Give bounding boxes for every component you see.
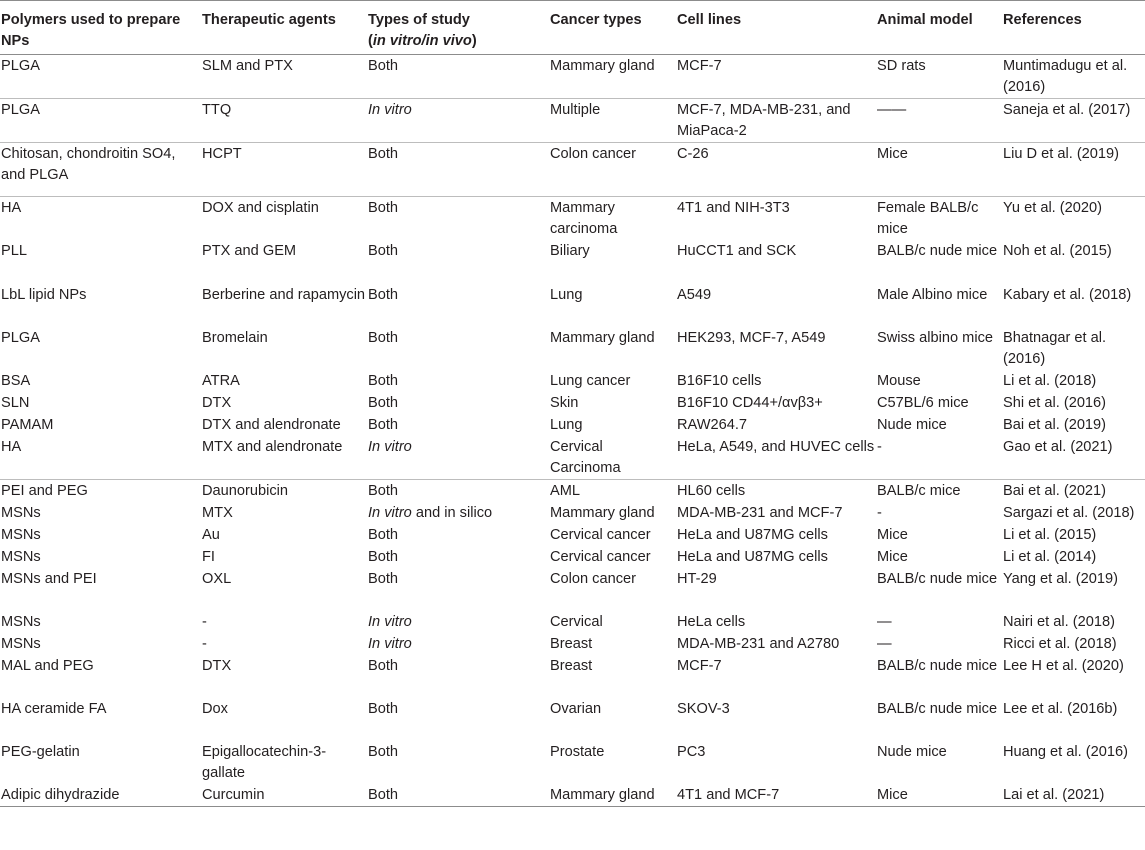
header-animal-model: Animal model — [876, 1, 1002, 55]
table-row — [0, 436, 1145, 480]
table-row — [0, 524, 1145, 546]
header-polymers: Polymers used to prepare NPs — [0, 1, 201, 55]
cell-therapeutic-agent: - — [202, 636, 207, 652]
cell-therapeutic-agent: TTQ — [201, 99, 367, 143]
cell-cancer-type: Colon cancer — [549, 143, 676, 197]
cell-reference: Ricci et al. (2018) — [1003, 636, 1117, 652]
cell-cancer-type: Ovarian — [550, 701, 602, 717]
study-type-italic: In vitro — [368, 614, 412, 630]
cell-cancer-type: Cervical — [550, 614, 603, 630]
cell-study-type — [367, 436, 549, 480]
study-type-text: Both — [368, 744, 399, 760]
cell-polymer: MSNs — [1, 549, 41, 565]
cell-cell-lines: C-26 — [676, 143, 876, 197]
cell-study-type — [367, 655, 549, 698]
cell-polymer: MSNs — [1, 614, 41, 630]
table-row — [0, 370, 1145, 392]
cell-study-type — [367, 502, 549, 524]
cell-study-type — [367, 633, 549, 655]
cell-reference: Nairi et al. (2018) — [1003, 614, 1115, 630]
cell-study-type — [367, 143, 549, 197]
cell-therapeutic-agent: Dox — [202, 701, 228, 717]
study-type-text: Both — [368, 395, 399, 411]
cell-therapeutic-agent: - — [202, 614, 207, 630]
cell-animal-model: Mice — [876, 143, 1002, 197]
cell-animal-model: Mice — [877, 527, 908, 543]
cell-study-type — [367, 327, 549, 370]
cell-cancer-type: Colon cancer — [550, 571, 636, 587]
cell-study-type — [367, 568, 549, 611]
cell-study-type — [367, 284, 549, 327]
cell-cell-lines: RAW264.7 — [677, 417, 748, 433]
cell-cancer-type: Mammary gland — [549, 784, 676, 807]
cell-cell-lines: 4T1 and MCF-7 — [676, 784, 876, 807]
table-row — [0, 502, 1145, 524]
cell-polymer: HA — [1, 200, 22, 216]
cell-animal-model: Nude mice — [877, 744, 947, 760]
table-row — [0, 414, 1145, 436]
cell-study-type — [367, 698, 549, 741]
table-row — [0, 392, 1145, 414]
study-type-text: Both — [368, 787, 399, 803]
cell-reference: Li et al. (2018) — [1003, 373, 1097, 389]
cell-cell-lines: MCF-7 — [676, 55, 876, 99]
cell-cancer-type: Cervical Carcinoma — [549, 436, 676, 480]
cell-animal-model: — — [877, 636, 892, 652]
cell-therapeutic-agent: DOX and cisplatin — [202, 200, 319, 216]
cell-reference: Bai et al. (2021) — [1003, 483, 1107, 499]
cell-reference: Noh et al. (2015) — [1003, 243, 1112, 259]
cell-reference: Kabary et al. (2018) — [1003, 287, 1132, 303]
cell-animal-model: BALB/c mice — [877, 483, 961, 499]
cell-polymer: PEI and PEG — [1, 483, 88, 499]
cell-cell-lines: HeLa, A549, and HUVEC cells — [676, 436, 876, 480]
cell-cancer-type: Lung — [550, 287, 583, 303]
cell-cell-lines: MDA-MB-231 and MCF-7 — [677, 505, 843, 521]
cell-cell-lines: HL60 cells — [677, 483, 746, 499]
header-therapeutic-agents: Therapeutic agents — [201, 1, 367, 55]
cell-polymer: HA ceramide FA — [1, 701, 107, 717]
cell-reference: Yu et al. (2020) — [1003, 200, 1102, 216]
cell-animal-model: C57BL/6 mice — [877, 395, 969, 411]
cell-therapeutic-agent: MTX and alendronate — [201, 436, 367, 480]
cell-cell-lines: B16F10 cells — [677, 373, 762, 389]
cell-therapeutic-agent: Berberine and rapamycin — [202, 287, 366, 303]
header-types-of-study: Types of study (in vitro/in vivo) — [367, 1, 549, 55]
cell-animal-model: Nude mice — [877, 417, 947, 433]
cell-cell-lines: MCF-7, MDA-MB-231, and MiaPaca-2 — [676, 99, 876, 143]
cell-study-type — [367, 414, 549, 436]
table-row — [0, 611, 1145, 633]
cell-polymer: PAMAM — [1, 417, 54, 433]
table-row — [0, 655, 1145, 698]
study-type-italic: In vitro — [368, 102, 412, 118]
header-references: References — [1002, 1, 1145, 55]
cell-reference: Li et al. (2014) — [1003, 549, 1097, 565]
cell-reference: Lee et al. (2016b) — [1003, 701, 1118, 717]
cell-cell-lines: MDA-MB-231 and A2780 — [677, 636, 840, 652]
cell-reference: Yang et al. (2019) — [1003, 571, 1118, 587]
cell-reference: Bhatnagar et al. (2016) — [1003, 330, 1107, 367]
cell-reference: Liu D et al. (2019) — [1002, 143, 1145, 197]
cell-animal-model: BALB/c nude mice — [877, 658, 998, 674]
cell-reference: Gao et al. (2021) — [1002, 436, 1145, 480]
cell-cancer-type: Breast — [550, 658, 593, 674]
cell-reference: Shi et al. (2016) — [1003, 395, 1107, 411]
cell-therapeutic-agent: HCPT — [201, 143, 367, 197]
cell-polymer: BSA — [1, 373, 31, 389]
table-row — [0, 327, 1145, 370]
cell-animal-model: Female BALB/c mice — [877, 200, 979, 237]
cell-animal-model: Mice — [877, 549, 908, 565]
cell-cancer-type: Cervical cancer — [550, 549, 651, 565]
cell-cell-lines: HT-29 — [677, 571, 717, 587]
cell-cancer-type: Prostate — [550, 744, 605, 760]
cell-polymer: PEG-gelatin — [1, 744, 80, 760]
cell-study-type — [367, 741, 549, 784]
cell-animal-model: - — [877, 505, 882, 521]
cell-polymer: PLGA — [1, 330, 40, 346]
table-row — [0, 284, 1145, 327]
cell-study-type — [367, 240, 549, 284]
cell-cancer-type: Mammary gland — [550, 330, 655, 346]
cell-study-type — [367, 546, 549, 568]
study-type-text: Both — [368, 287, 399, 303]
cell-animal-model: Male Albino mice — [877, 287, 988, 303]
cell-animal-model: —— — [876, 99, 1002, 143]
table-row — [0, 240, 1145, 284]
study-type-text: Both — [368, 571, 399, 587]
table-row — [0, 546, 1145, 568]
cell-cell-lines: PC3 — [677, 744, 706, 760]
study-type-text: Both — [368, 58, 399, 74]
cell-study-type — [367, 55, 549, 99]
header-cancer-types: Cancer types — [549, 1, 676, 55]
cell-cell-lines: HeLa and U87MG cells — [677, 527, 828, 543]
study-type-text: Both — [368, 417, 399, 433]
cell-study-type — [367, 524, 549, 546]
cell-animal-model: Mouse — [877, 373, 921, 389]
table-row — [0, 698, 1145, 741]
cell-cancer-type: Biliary — [550, 243, 590, 259]
cell-animal-model: — — [877, 614, 892, 630]
cell-cancer-type: Mammary gland — [549, 55, 676, 99]
cell-cell-lines: HEK293, MCF-7, A549 — [677, 330, 826, 346]
table-row — [0, 197, 1145, 241]
cell-study-type — [367, 370, 549, 392]
cell-cancer-type: Lung cancer — [550, 373, 631, 389]
study-type-text: Both — [368, 200, 399, 216]
cell-reference: Lai et al. (2021) — [1002, 784, 1145, 807]
cell-therapeutic-agent: PTX and GEM — [202, 243, 297, 259]
cell-therapeutic-agent: Daunorubicin — [202, 483, 288, 499]
cell-polymer: Chitosan, chondroitin SO4, and PLGA — [0, 143, 201, 197]
cell-therapeutic-agent: DTX and alendronate — [202, 417, 341, 433]
cell-animal-model: - — [876, 436, 1002, 480]
table-row — [0, 143, 1145, 197]
cell-polymer: HA — [0, 436, 201, 480]
cell-cell-lines: A549 — [677, 287, 712, 303]
table-header-row — [0, 1, 1145, 55]
cell-cell-lines: 4T1 and NIH-3T3 — [677, 200, 790, 216]
cell-reference: Li et al. (2015) — [1003, 527, 1097, 543]
cell-animal-model: BALB/c nude mice — [877, 571, 998, 587]
cell-reference: Sargazi et al. (2018) — [1003, 505, 1135, 521]
header-cell-lines: Cell lines — [676, 1, 876, 55]
cell-study-type — [367, 392, 549, 414]
cell-cancer-type: Multiple — [549, 99, 676, 143]
table-row — [0, 633, 1145, 655]
table-row — [0, 741, 1145, 784]
study-type-text: Both — [368, 527, 399, 543]
study-type-text: Both — [368, 701, 399, 717]
cell-reference: Bai et al. (2019) — [1003, 417, 1107, 433]
cell-polymer: SLN — [1, 395, 30, 411]
cell-animal-model: Mice — [876, 784, 1002, 807]
cell-therapeutic-agent: Curcumin — [201, 784, 367, 807]
cell-cell-lines: MCF-7 — [677, 658, 722, 674]
study-type-text: Both — [368, 146, 399, 162]
cell-cancer-type: Mammary gland — [550, 505, 655, 521]
cell-study-type — [367, 197, 549, 241]
cell-cancer-type: AML — [550, 483, 581, 499]
cell-polymer: MSNs — [1, 527, 41, 543]
cell-animal-model: BALB/c nude mice — [877, 701, 998, 717]
study-type-text: Both — [368, 658, 399, 674]
cell-polymer: PLGA — [0, 99, 201, 143]
cell-animal-model: Swiss albino mice — [877, 330, 993, 346]
cell-polymer: PLL — [1, 243, 27, 259]
cell-reference: Lee H et al. (2020) — [1003, 658, 1124, 674]
study-type-text: Both — [368, 330, 399, 346]
cell-therapeutic-agent: Au — [202, 527, 220, 543]
cell-therapeutic-agent: Epigallocatechin-3-gallate — [202, 744, 327, 781]
table-row — [0, 568, 1145, 611]
cell-cell-lines: B16F10 CD44+/αvβ3+ — [677, 395, 823, 411]
study-type-italic: In vitro — [368, 636, 412, 652]
study-type-italic: In vitro — [368, 439, 412, 455]
cell-therapeutic-agent: DTX — [202, 395, 232, 411]
cell-study-type — [367, 611, 549, 633]
cell-cancer-type: Cervical cancer — [550, 527, 651, 543]
cell-therapeutic-agent: Bromelain — [202, 330, 268, 346]
study-type-italic: In vitro — [368, 505, 412, 521]
cell-polymer: MSNs — [1, 505, 41, 521]
cell-study-type — [367, 784, 549, 807]
cell-cancer-type: Mammary carcinoma — [550, 200, 618, 237]
study-type-text: Both — [368, 549, 399, 565]
study-type-text: Both — [368, 373, 399, 389]
table-row — [0, 480, 1145, 503]
cell-cell-lines: HuCCT1 and SCK — [677, 243, 797, 259]
study-type-text: and in silico — [411, 505, 493, 521]
cell-therapeutic-agent: FI — [202, 549, 215, 565]
cell-cancer-type: Skin — [550, 395, 579, 411]
cell-polymer: MSNs — [1, 636, 41, 652]
cell-therapeutic-agent: SLM and PTX — [201, 55, 367, 99]
cell-study-type — [367, 99, 549, 143]
cell-reference: Saneja et al. (2017) — [1002, 99, 1145, 143]
cell-cancer-type: Breast — [550, 636, 593, 652]
cell-therapeutic-agent: OXL — [202, 571, 232, 587]
cell-study-type — [367, 480, 549, 503]
cell-cell-lines: HeLa cells — [677, 614, 746, 630]
cell-polymer: PLGA — [0, 55, 201, 99]
cell-therapeutic-agent: DTX — [202, 658, 232, 674]
cell-reference: Huang et al. (2016) — [1003, 744, 1128, 760]
cell-animal-model: BALB/c nude mice — [877, 243, 998, 259]
table-row — [0, 55, 1145, 99]
cell-animal-model: SD rats — [876, 55, 1002, 99]
table-row — [0, 784, 1145, 807]
cell-polymer: MSNs and PEI — [1, 571, 97, 587]
study-type-text: Both — [368, 243, 399, 259]
cell-cell-lines: HeLa and U87MG cells — [677, 549, 828, 565]
cell-polymer: MAL and PEG — [1, 658, 94, 674]
cell-reference: Muntimadugu et al. (2016) — [1002, 55, 1145, 99]
table-row — [0, 99, 1145, 143]
cell-therapeutic-agent: MTX — [202, 505, 233, 521]
study-type-text: Both — [368, 483, 399, 499]
cell-polymer: LbL lipid NPs — [1, 287, 87, 303]
cell-polymer: Adipic dihydrazide — [0, 784, 201, 807]
cell-cell-lines: SKOV-3 — [677, 701, 730, 717]
cell-cancer-type: Lung — [550, 417, 583, 433]
cell-therapeutic-agent: ATRA — [202, 373, 240, 389]
